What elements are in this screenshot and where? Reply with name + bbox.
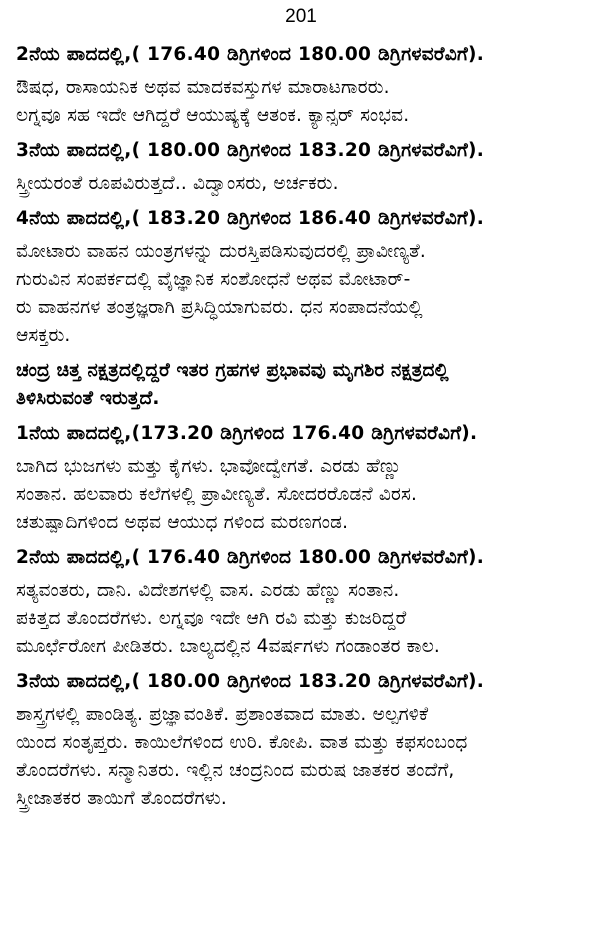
section-heading: 2ನೆಯ ಪಾದದಲ್ಲಿ,( 176.40 ಡಿಗ್ರಿಗಳಿಂದ 180.00 ಡಿಗ್ರಿಗಳವರೆವಿಗೆ). bbox=[16, 44, 485, 65]
paragraph-line: ಚಂದ್ರ ಚಿತ್ತ ನಕ್ಷತ್ರದಲ್ಲಿದ್ದರೆ ಇತರ ಗ್ರಹಗಳ ಪ್ರಭಾವವು ಮೃಗಶಿರ ನಕ್ಷತ್ರದಲ್ಲಿ bbox=[16, 360, 449, 381]
paragraph-line: ರು ವಾಹನಗಳ ತಂತ್ರಜ್ಞರಾಗಿ ಪ್ರಸಿದ್ಧಿಯಾಗುವರು. ಧನ ಸಂಪಾದನೆಯಲ್ಲಿ bbox=[16, 297, 423, 318]
paragraph-line: ಸತ್ಯವಂತರು, ದಾನಿ. ವಿದೇಶಗಳಲ್ಲಿ ವಾಸ. ಎರಡು ಹೆಣ್ಣು ಸಂತಾನ. bbox=[16, 580, 400, 601]
paragraph-line: ಪಕಿತ್ತದ ತೊಂದರೆಗಳು. ಲಗ್ನವೂ ಇದೇ ಆಗಿ ರವಿ ಮತ್ತು ಕುಜರಿದ್ದರೆ bbox=[16, 608, 407, 629]
paragraph bbox=[16, 701, 586, 813]
section-heading: 4ನೆಯ ಪಾದದಲ್ಲಿ,( 183.20 ಡಿಗ್ರಿಗಳಿಂದ 186.40 ಡಿಗ್ರಿಗಳವರೆವಿಗೆ). bbox=[16, 208, 485, 229]
paragraph bbox=[16, 453, 586, 537]
paragraph-line: ಯಿಂದ ಸಂತೃಪ್ತರು. ಕಾಯಿಲೆಗಳಿಂದ ಉರಿ. ಕೋಪಿ. ವಾತ ಮತ್ತು ಕಫಸಂಬಂಧ bbox=[16, 732, 468, 753]
paragraph bbox=[16, 577, 586, 661]
paragraph-line: ಗುರುವಿನ ಸಂಪರ್ಕದಲ್ಲಿ ವೈಜ್ಞಾನಿಕ ಸಂಶೋಧನೆ ಅಥವ ಮೋಟಾರ್- bbox=[16, 269, 411, 290]
paragraph bbox=[16, 170, 586, 198]
paragraph-line: ಚತುಷ್ಪಾದಿಗಳಿಂದ ಅಥವ ಆಯುಧ ಗಳಿಂದ ಮರಣಗಂಡ. bbox=[16, 512, 349, 533]
paragraph bbox=[16, 74, 586, 130]
paragraph-line: ತೊಂದರೆಗಳು. ಸನ್ಮಾನಿತರು. ಇಲ್ಲಿನ ಚಂದ್ರನಿಂದ ಮರುಷ ಜಾತಕರ ತಂದೆಗೆ, bbox=[16, 760, 455, 781]
paragraph-line: ಲಗ್ನವೂ ಸಹ ಇದೇ ಆಗಿದ್ದರೆ ಆಯುಷ್ಯಕ್ಕೆ ಆತಂಕ. ಕ್ಯಾನ್ಸರ್ ಸಂಭವ. bbox=[16, 105, 410, 126]
section-heading: 3ನೆಯ ಪಾದದಲ್ಲಿ,( 180.00 ಡಿಗ್ರಿಗಳಿಂದ 183.20 ಡಿಗ್ರಿಗಳವರೆವಿಗೆ). bbox=[16, 671, 485, 692]
paragraph-line: ಸ್ತ್ರೀಯರಂತೆ ರೂಪವಿರುತ್ತದೆ.. ವಿದ್ವಾಂಸರು, ಅರ್ಚಕರು. bbox=[16, 173, 339, 194]
page-number: 201 bbox=[285, 6, 317, 27]
section-heading: 2ನೆಯ ಪಾದದಲ್ಲಿ,( 176.40 ಡಿಗ್ರಿಗಳಿಂದ 180.00 ಡಿಗ್ರಿಗಳವರೆವಿಗೆ). bbox=[16, 547, 485, 568]
paragraph-line: ಮೋಟಾರು ವಾಹನ ಯಂತ್ರಗಳನ್ನು ದುರಸ್ತಿಪಡಿಸುವುದರಲ್ಲಿ ಪ್ರಾವೀಣ್ಯತೆ. bbox=[16, 241, 427, 262]
paragraph-line: ಆಸಕ್ತರು. bbox=[16, 325, 71, 346]
paragraph bbox=[16, 357, 586, 413]
paragraph-line: ತಿಳಿಸಿರುವಂತೆ ಇರುತ್ತದೆ. bbox=[16, 388, 160, 409]
paragraph-line: ಔಷಧ, ರಾಸಾಯನಿಕ ಅಥವ ಮಾದಕವಸ್ತುಗಳ ಮಾರಾಟಗಾರರು. bbox=[16, 77, 390, 98]
paragraph-line: ಬಾಗಿದ ಭುಜಗಳು ಮತ್ತು ಕೈಗಳು. ಭಾವೋದ್ವೇಗತೆ. ಎರಡು ಹೆಣ್ಣು bbox=[16, 456, 402, 477]
paragraph bbox=[16, 238, 586, 350]
section-heading: 3ನೆಯ ಪಾದದಲ್ಲಿ,( 180.00 ಡಿಗ್ರಿಗಳಿಂದ 183.20 ಡಿಗ್ರಿಗಳವರೆವಿಗೆ). bbox=[16, 140, 485, 161]
paragraph-line: ಸ್ತ್ರೀಜಾತಕರ ತಾಯಿಗೆ ತೊಂದರೆಗಳು. bbox=[16, 788, 227, 809]
paragraph-line: ಮೂರ್ಛೆರೋಗ ಪೀಡಿತರು. ಬಾಲ್ಯದಲ್ಲಿನ 4ವರ್ಷಗಳು ಗಂಡಾಂತರ ಕಾಲ. bbox=[16, 636, 440, 657]
paragraph-line: ಸಂತಾನ. ಹಲವಾರು ಕಲೆಗಳಲ್ಲಿ ಪ್ರಾವೀಣ್ಯತೆ. ಸೋದರರೊಡನೆ ವಿರಸ. bbox=[16, 484, 418, 505]
section-heading: 1ನೆಯ ಪಾದದಲ್ಲಿ,(173.20 ಡಿಗ್ರಿಗಳಿಂದ 176.40 ಡಿಗ್ರಿಗಳವರೆವಿಗೆ). bbox=[16, 423, 478, 444]
paragraph-line: ಶಾಸ್ತ್ರಗಳಲ್ಲಿ ಪಾಂಡಿತ್ಯ. ಪ್ರಜ್ಞಾವಂತಿಕೆ. ಪ್ರಶಾಂತವಾದ ಮಾತು. ಅಲ್ಪಗಳಿಕೆ bbox=[16, 704, 429, 725]
